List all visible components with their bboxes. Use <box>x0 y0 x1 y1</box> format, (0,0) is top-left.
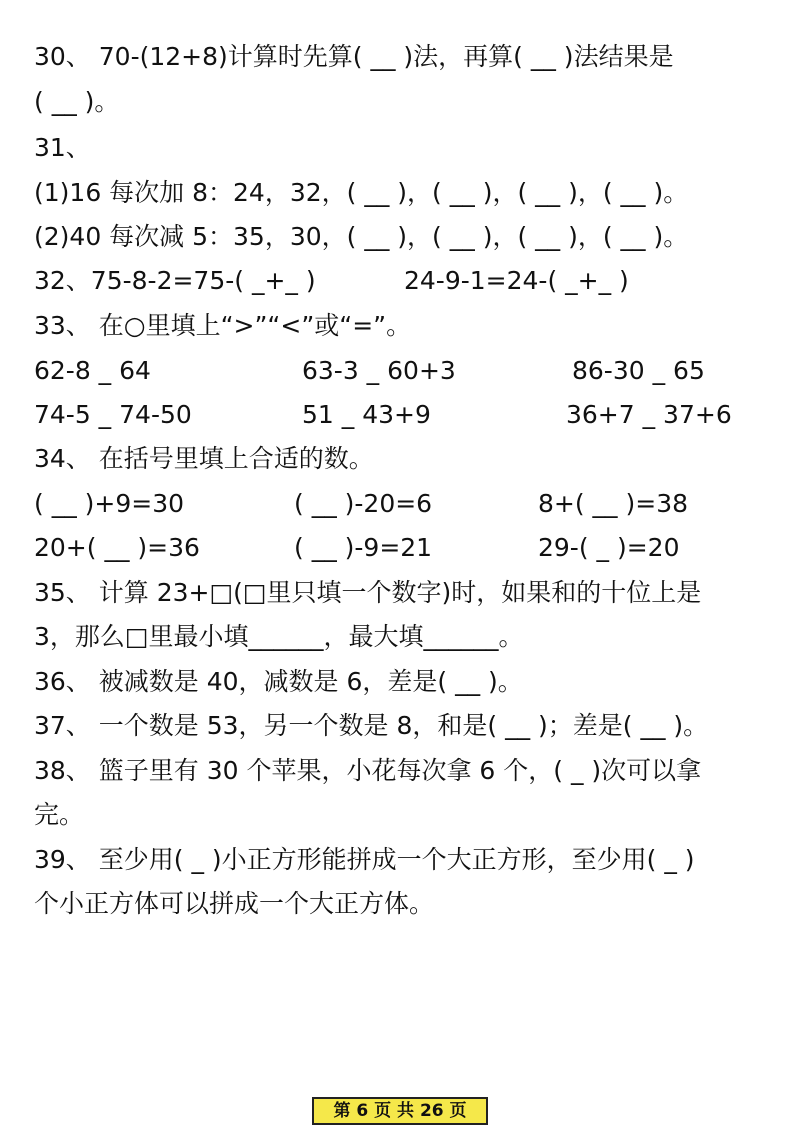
q30-line1: 30、 70-(12+8)计算时先算( __ )法，再算( __ )法结果是 <box>34 42 674 71</box>
q34-row1-col1: ( __ )+9=30 <box>34 489 185 518</box>
q39-line1: 39、 至少用( _ )小正方形能拼成一个大正方形，至少用( _ ) <box>34 845 695 874</box>
q33-row2-col2: 51 _ 43+9 <box>302 400 431 429</box>
q35-line1: 35、 计算 23+□(□里只填一个数字)时，如果和的十位上是 <box>34 578 702 607</box>
q36-line1: 36、 被减数是 40，减数是 6，差是( __ )。 <box>34 667 523 696</box>
q34-row2-col3: 29-( _ )=20 <box>538 533 680 562</box>
q35-line2: 3，那么□里最小填______，最大填______。 <box>34 622 524 651</box>
q31-part1: (1)16 每次加 8：24，32，( __ )，( __ )，( __ )，( __ )。 <box>34 178 689 207</box>
q33-row1-col3: 86-30 _ 65 <box>572 356 705 385</box>
q33-row1-col1: 62-8 _ 64 <box>34 356 151 385</box>
q38-line2: 完。 <box>34 800 85 829</box>
q31-part2: (2)40 每次减 5：35，30，( __ )，( __ )，( __ )，( __ )。 <box>34 222 689 251</box>
q34-row2-col1: 20+( __ )=36 <box>34 533 200 562</box>
q38-line1: 38、 篮子里有 30 个苹果，小花每次拿 6 个，( _ )次可以拿 <box>34 756 702 785</box>
q33-header: 33、 在○里填上“>”“<”或“=”。 <box>34 311 412 340</box>
q34-header: 34、 在括号里填上合适的数。 <box>34 444 374 473</box>
q31-header: 31、 <box>34 133 91 162</box>
q30-line2: ( __ )。 <box>34 87 120 116</box>
page-number-badge: 第 6 页 共 26 页 <box>312 1097 488 1125</box>
q33-row1-col2: 63-3 _ 60+3 <box>302 356 456 385</box>
q32-right: 24-9-1=24-( _+_ ) <box>404 266 629 295</box>
q34-row1-col2: ( __ )-20=6 <box>294 489 433 518</box>
q33-row2-col3: 36+7 _ 37+6 <box>566 400 732 429</box>
q32-left: 32、75-8-2=75-( _+_ ) <box>34 266 316 295</box>
q33-row2-col1: 74-5 _ 74-50 <box>34 400 192 429</box>
q34-row2-col2: ( __ )-9=21 <box>294 533 433 562</box>
q34-row1-col3: 8+( __ )=38 <box>538 489 689 518</box>
q39-line2: 个小正方体可以拼成一个大正方体。 <box>34 889 435 918</box>
q37-line1: 37、 一个数是 53，另一个数是 8，和是( __ )；差是( __ )。 <box>34 711 709 740</box>
